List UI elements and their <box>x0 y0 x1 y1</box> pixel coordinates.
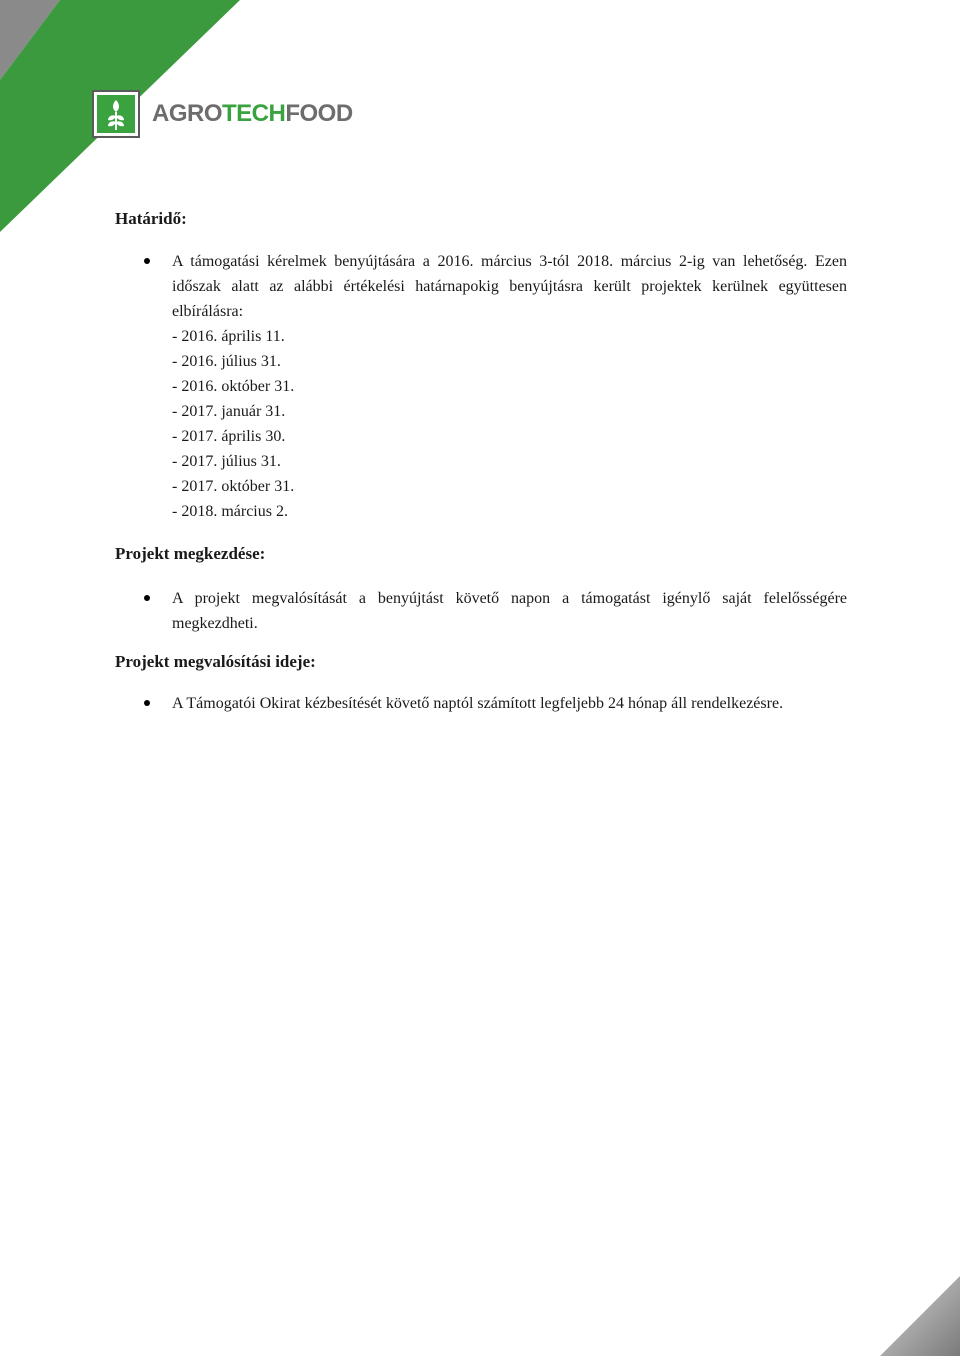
company-logo <box>92 90 353 138</box>
bullet-icon <box>144 595 150 601</box>
project-start-heading: Projekt megkezdése: <box>115 544 266 563</box>
project-duration-heading: Projekt megvalósítási ideje: <box>115 652 316 671</box>
project-duration-list <box>115 691 847 716</box>
corner-decoration-bottom-right <box>880 1276 960 1356</box>
logo-part-food: FOOD <box>285 100 353 127</box>
project-start-text: A projekt megvalósítását a benyújtást követő napon a támogatást igénylő saját felelősségére megkezdheti. <box>172 590 847 632</box>
deadline-bullet <box>115 249 847 524</box>
bullet-icon <box>144 700 150 706</box>
deadline-intro: A támogatási kérelmek benyújtására a 2016. március 3-tól 2018. március 2-ig van lehetőség. Ezen időszak alatt az alábbi értékelési határnapokig benyújtásra került projektek kerülnek együttesen elbírálásra: <box>172 253 847 320</box>
project-duration-text: A Támogatói Okirat kézbesítését követő naptól számított legfeljebb 24 hónap áll rendelkezésre. <box>172 695 784 712</box>
deadline-date: - 2017. április 30. <box>172 428 286 445</box>
project-start-bullet <box>115 586 847 636</box>
bullet-icon <box>144 258 150 264</box>
deadline-list <box>115 249 847 524</box>
deadline-date: - 2017. január 31. <box>172 403 286 420</box>
logo-wordmark <box>152 102 353 126</box>
project-start-list <box>115 586 847 636</box>
deadline-date: - 2017. július 31. <box>172 453 281 470</box>
deadline-date: - 2016. július 31. <box>172 353 281 370</box>
project-duration-bullet <box>115 691 847 716</box>
deadline-heading: Határidő: <box>115 209 187 228</box>
deadline-date: - 2016. április 11. <box>172 328 285 345</box>
wheat-logo-icon <box>92 90 140 138</box>
logo-part-agro: AGRO <box>152 100 222 127</box>
deadline-date: - 2018. március 2. <box>172 503 288 520</box>
document-body <box>115 206 847 716</box>
deadline-date: - 2017. október 31. <box>172 478 295 495</box>
deadline-date: - 2016. október 31. <box>172 378 295 395</box>
logo-part-tech: TECH <box>222 100 286 127</box>
